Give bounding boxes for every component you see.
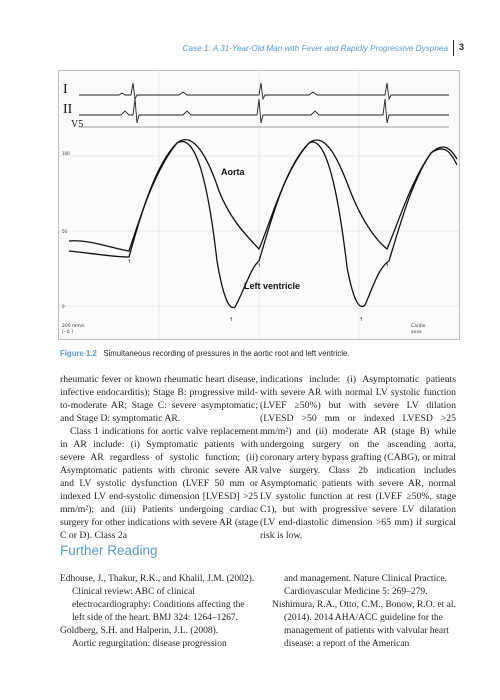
pressure-tracing-figure [58,70,460,340]
further-reading-heading: Further Reading [60,543,158,558]
scale-mid: 50 [62,229,68,234]
beat-marker-2: ↑ [257,263,262,269]
running-head-divider [453,40,455,56]
left-ventricle-label: Left ventricle [244,281,301,291]
figure-caption-text: Simultaneous recording of pressures in the aortic root and left ventricle. [103,349,350,358]
lead-label-ii: II [63,102,73,117]
figure-grid [59,71,459,339]
beat-marker-3: ↑ [385,263,390,269]
ecg-lead-ii-v5 [79,99,449,123]
figure-label: Figure 1.2 [60,349,97,358]
scale-low: 0 [62,304,65,309]
beat-marker-1: ↑ [127,259,132,265]
beat-marker-4: ↑ [229,317,234,323]
lead-label-v5: V5 [71,119,84,130]
beat-markers [127,259,389,323]
lead-label-i: I [63,82,68,97]
footer-right-2: xxxx [411,330,422,335]
body-paragraph: indications include: (i) Asymptomatic patients with severe AR with normal LV systolic function (LVEF ≥50%) but with severe LV dilation (LVESD >50 mm or indexed LVESD >25 mm/m²) and (ii) moderate AR (stage B) while undergoing surgery on the ascending aorta, coronary artery bypass grafting (CABG), or mitral valve surgery. Class 2b indication includes Asymptomatic patients with severe AR, normal LV systolic function at rest (LVEF ≥50%, stage C1), but with progressive severe LV dilatation (LV end-diastolic dimension >65 mm) if surgical risk is low. [260,374,456,541]
footer-right-1: Cardio [411,324,426,329]
references-left [60,573,258,651]
aorta-label: Aorta [221,167,245,177]
running-head: Case 1: A 31-Year-Old Man with Fever and Rapidly Progressive Dyspnea [182,44,448,53]
pressure-tracing-svg [59,71,459,339]
speed-text: 200 mm/s [62,324,85,329]
reference-item: Goldberg, S.H. and Halperin, J.L. (2008). [60,626,219,636]
body-paragraph: rheumatic fever or known rheumatic heart disease, infective endocarditis); Stage B: progressive mild-to-moderate AR; Stage C: severe asymptomatic; and Stage D: symptomatic AR. [60,374,258,424]
reference-item: and management. Nature Clinical Practice. Cardiovascular Medicine 5: 269–279. [284,574,448,597]
beat-marker-5: ↑ [359,317,364,323]
figure-caption [60,349,450,358]
reference-item: Edhouse, J., Thakur, R.K., and Khalil, J.M. (2002). Clinical review: ABC of clinical electrocardiography: Conditions affecting the left side of the heart. BMJ 324: 1264–1267. [60,574,255,623]
body-column-left [60,373,258,542]
speed-sub: [- 0 ] [62,330,73,335]
page-number: 3 [458,42,464,52]
reference-item: Aortic regurgitation: disease progression [72,639,227,649]
ecg-lead-i [79,83,449,99]
aortic-pressure-trace [69,140,457,251]
references-right [272,573,458,651]
body-paragraph: Class 1 indications for aortic valve replacement in AR include: (i) Symptomatic patients with severe AR regardless of systolic function; (ii) Asymptomatic patients with chronic severe AR and LV systolic dysfunction (LVEF 50 mm or indexed LV end-systolic dimension [LVESD] >25 mm/m²); and (iii) Patients undergoing cardiac surgery for other indications with severe AR (stage C or D). Class 2a [60,426,258,541]
scale-top: 100 [62,151,70,156]
body-column-right [260,373,456,542]
reference-item: Nishimura, R.A., Otto, C.M., Bonow, R.O. et al. (2014). 2014 AHA/ACC guideline for the management of patients with valvular heart disease: a report of the American [272,600,456,649]
